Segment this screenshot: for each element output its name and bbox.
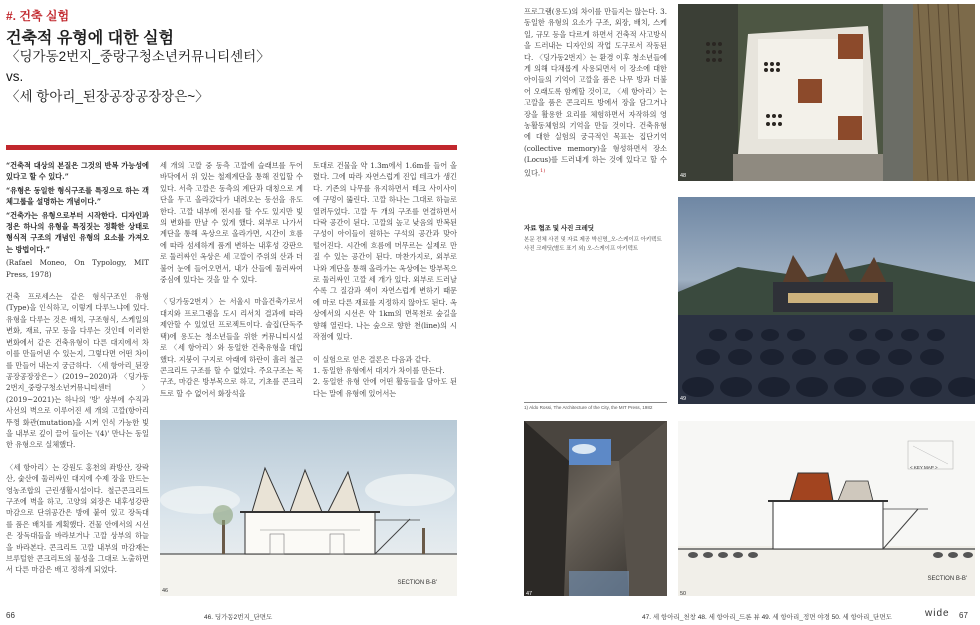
paragraph: 건축 프로세스는 같은 형식구조인 유형(Type)을 인식하고, 이렇게 다루느냐에 있다. 유형을 다루는 것은 배치, 구조형식, 스케일의 변화, 재료, 규모 등을 다루는 것인데 이러한 변화에서 같은 건축유형이 다른 대지에서 차이를 만들어낸 수 있는지, 그렇다면 어떤 차이를 만들어 내는지 궁금하다. 〈세 항아리_된장공장공장장은~〉(2019~2020)과 〈딩가동2번지_중랑구청소년커뮤니티센터〉(2019~2021)는 하나의 '방' 상부에 수직과 사선의 벽으로 이루어진 세 개의 고깔(항아리 뚜껑 화관(mutation)을 시켜 인식 가능한 빛을 내부로 깊이 끌어 들이는 '(4)' 만나는 동일한 유형으로 실체했다. xyxy=(6,292,149,450)
credits-line: 본문 전체 사진 및 자료 제공 박신명_오-스케이프 아키텍트 xyxy=(524,237,662,243)
figure-49-night-view xyxy=(678,197,975,404)
text-column-3 xyxy=(313,160,457,415)
page-number: 67 xyxy=(959,611,968,620)
section-label: SECTION B-B' xyxy=(397,580,437,586)
section-tag: #. 건축 실험 xyxy=(6,9,70,23)
list-item: 2. 동일한 유형 안에 어떤 활동들을 담아도 된다는 말에 유형에 있어서는 xyxy=(313,377,457,398)
photo-credits xyxy=(524,223,667,254)
credits-title: 자료 협조 및 사진 크레딧 xyxy=(524,225,595,232)
text-column-right xyxy=(524,6,667,196)
quote-2: “유형은 동일한 형식구조를 특징으로 하는 객체그룹을 설명하는 개념이다.” xyxy=(6,185,149,207)
paragraph: 〈딩가동2번지〉는 서울시 마을건축가로서 대지와 프로그램을 도시 리서치 결과에 따라 제안할 수 있었던 프로젝트이다. 술집(단독주택)에 용도는 청소년들을 위한 커뮤니티시설로 〈세 항아리〉와 동일한 건축유형을 대입했다. 지붕이 구지로 아래에 하란이 흘러 철근콘크리트 구조를 할 수 없었다. 주요구조는 목구조, 마감은 방부목으로 하고, 기초를 콘크리트로 할 수 없어서 화장석을 xyxy=(160,297,303,398)
figure-number: 49 xyxy=(680,396,687,402)
paragraph: 이 실험으로 얻은 결론은 다음과 같다. xyxy=(313,354,431,364)
key-map-label: < KEY MAP > xyxy=(910,465,938,470)
credits-line: 사진 크레딧(별도 표기 외) 오-스케이프 아키텍트 xyxy=(524,246,639,252)
figure-50-section-drawing xyxy=(678,421,975,596)
subtitle-line-2: vs. xyxy=(6,69,24,84)
figure-number: 50 xyxy=(680,591,687,596)
paragraph: 토대로 건물을 약 1.3m에서 1.6m를 들어 올렸다. 그에 따라 자연스럽게 진입 테크가 생긴다. 기존의 나무를 유지하면서 테크 사이사이에 구멍이 뚫린다. 고깔 하나는 그대로 하늘로 열려두었다. 고깔 두 개의 구조를 연결하면서 다락 공간이 된다. 고깔의 높고 낮음의 반복된 구성이 아이들이 원하는 구석의 공간과 맞아 떨어진다. 시간에 흐름에 머무르는 실제로 만질 수 있는 공간이 된다. 마찬가지로, 외부로 나와 계단을 통해 올라가는 옥상에는 방부목으로 둘러싸인 고깔 세 개가 있다. 외부로 드러날수록 그 질감과 색이 자연스럽게 변하기 때문에 마로 다른 재료를 지정하지 않아도 된다. 옥상에서의 시선은 약 1km의 면목천로 숲길을 향해 열린다. 나는 숲으로 향한 천(line)의 시작점에 있다. xyxy=(313,161,457,342)
figure-46-section-drawing xyxy=(160,420,457,596)
footer-caption: 47. 세 항아리_천창 48. 세 항아리_드론 뷰 49. 세 항아리_정면 야경 50. 세 항아리_단면도 xyxy=(642,614,892,621)
footnote: 1) Aldo Rossi, The Architecture of the City, the MIT Press, 1982 xyxy=(524,405,653,410)
footnote-block xyxy=(524,402,667,410)
paragraph: 프로그램(용도)의 차이를 만들지는 않는다. 3. 동일한 유형의 요소가 구조, 외장, 배치, 스케일, 규모 등을 다르게 하면서 건축적 사고방식을 드러내는 디자인의 작업 도구로서 작동된다. 〈딩가동2번지〉는 환경 이후 청소년들에게 의해 다채롭게 사용되면서 이 장소에 대한 아이들의 기억이 고깔을 품은 나무 방과 더불어 오래도록 함께할 것이고, 〈세 항아리〉는 고깔을 품은 콘크리트 방에서 장을 담그거나 장을 활용한 요리를 체험하면서 자작하의 영농활동체험의 기억을 만들 것이다. 건축유형에 대한 실험의 궁극적인 목표는 집단기억(collective memory)을 형성하면서 장소(Locus)를 드러내게 하는 것에 있다고 할 수 있다.$^{1)}$ xyxy=(524,7,667,178)
figure-48-drone-view xyxy=(678,4,975,181)
text-column-1 xyxy=(6,160,149,595)
figure-47-skylight xyxy=(524,421,667,596)
page-number: 66 xyxy=(6,611,15,620)
footnote-mark: 1) xyxy=(540,167,546,174)
figure-number: 46 xyxy=(162,588,169,594)
magazine-name: wide xyxy=(925,608,950,619)
paragraph: 〈세 항아리〉는 강원도 홍천의 좌방산, 장락산, 숯산에 둘러싸인 대지에 수제 장을 만드는 영농조합의 근린생활시설이다. 철근콘크리트 구조에 벽을 하고, 고양의 외장은 내후성강판 마감으로 단위공간은 방에 붙여 있고 장독대를 품은 배치를 계획했다. 건물 안에서의 시선은 장독대들을 바라보거나 고깔 상부의 하늘을 바라본다. 콘크리트 고깔 내부의 마감재는 브루털한 콘크리트의 물성을 그대로 노출하면서 다른 마감은 배고 정하게 되었다. xyxy=(6,462,149,575)
section-drawing-svg xyxy=(678,421,975,596)
text-column-2 xyxy=(160,160,303,415)
section-label: SECTION B-B' xyxy=(927,576,967,582)
subtitle-line-3: 〈세 항아리_된장공장공장장은~〉 xyxy=(6,89,209,104)
drone-photo-svg xyxy=(678,4,975,181)
figure-number: 48 xyxy=(680,173,687,179)
paragraph: 세 개의 고깔 중 동측 고깔에 슬래브를 두어 바닥에서 위 있는 철제계단을 통해 진입할 수 있다. 서측 고깔은 동측의 계단과 대칭으로 계단을 두고 올라갔다가 내려오는 동선을 유도한다. 고깔 내부에 전시를 할 수도 있지만 빛의 변화를 만날 수 있게 했다. 외부로 나가서 계단을 통해 옥상으로 올라가면, 시간이 흐름에 따라 섬세하게 품게 변하는 내후성 강판으로 둘러싸인 옥상은 세 고깔이 주위의 산과 더불어 눈에 들어오면서, 내가 산들에 둘러싸여 중심에 있다는 것을 알 수 있다. xyxy=(160,161,303,285)
red-divider xyxy=(6,145,457,150)
footer-caption: 46. 딩가동2번지_단면도 xyxy=(204,614,273,621)
figure-number: 47 xyxy=(526,591,533,596)
quote-1: “건축적 대상의 본질은 그것의 반복 가능성에 있다고 할 수 있다.” xyxy=(6,161,149,182)
article-title: 건축적 유형에 대한 실험 xyxy=(6,30,174,47)
skylight-photo-svg xyxy=(524,421,667,596)
list-item: 1. 동일한 유형에서 대지가 차이를 만든다. xyxy=(313,365,445,375)
section-drawing-svg xyxy=(160,420,457,596)
subtitle-line-1: 〈딩가동2번지_중랑구청소년커뮤니티센터〉 xyxy=(6,49,270,64)
citation: (Rafael Moneo, On Typology, MIT Press, 1978) xyxy=(6,258,149,279)
night-photo-svg xyxy=(678,197,975,404)
article-subtitle xyxy=(6,47,270,107)
quote-3: “건축가는 유형으로부터 시작한다. 디자인과정은 하나의 유형을 특징짓는 정확한 상태로 형식적 구조의 개념인 유형의 요소를 가져오는 방법이다.” xyxy=(6,210,149,254)
